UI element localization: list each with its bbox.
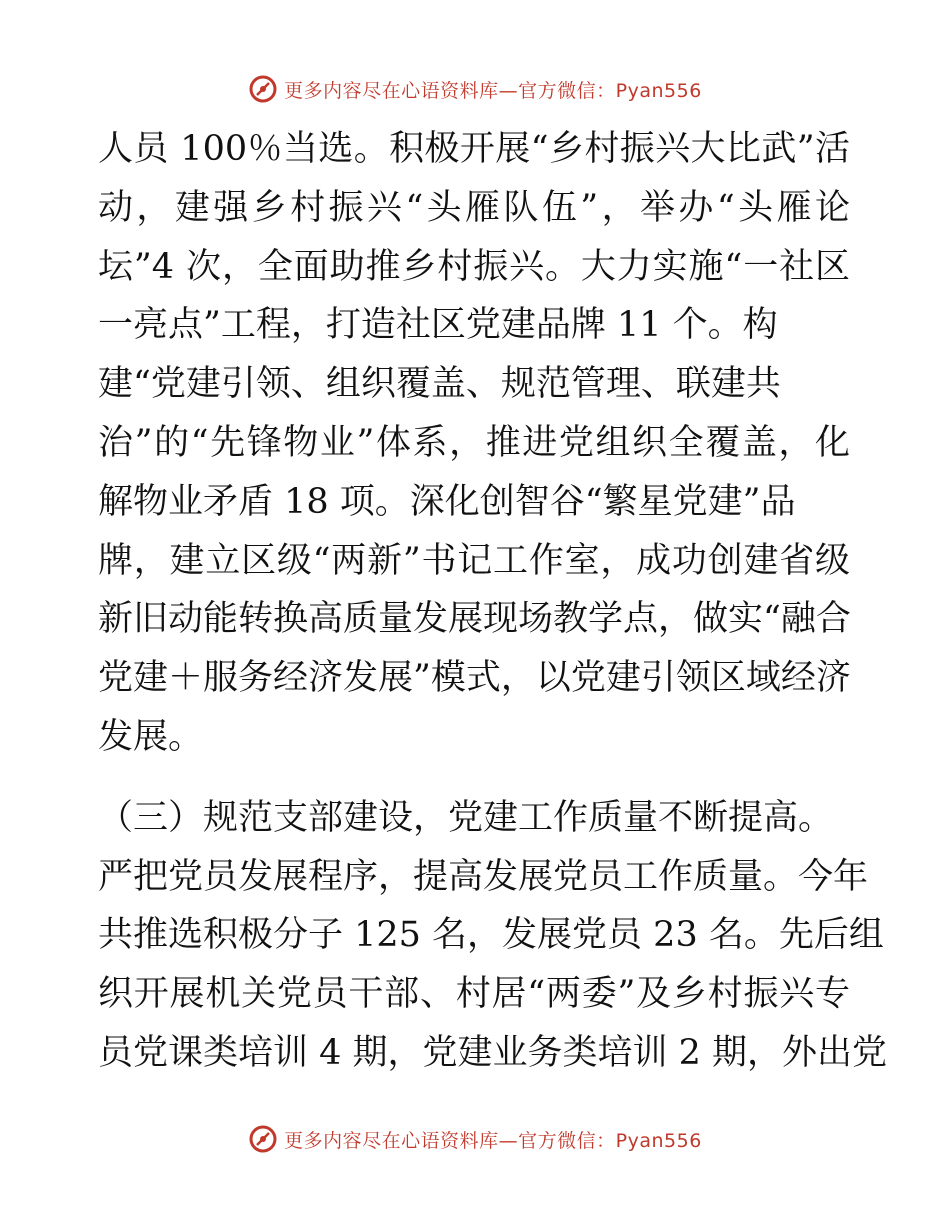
text-line: 严把党员发展程序，提高发展党员工作质量。今年 — [98, 856, 869, 897]
paragraph-1 — [98, 120, 850, 767]
document-body — [98, 120, 888, 1083]
text-line: 一亮点”工程，打造社区党建品牌 11 个。构 — [98, 305, 778, 346]
text-line: 人员 100％当选。积极开展“乡村振兴大比武”活 — [98, 129, 850, 169]
section-heading: （三）规范支部建设，党建工作质量不断提高。 — [98, 797, 834, 838]
text-line: 坛”4 次，全面助推乡村振兴。大力实施“一社区 — [98, 246, 850, 287]
text-line: 员党课类培训 4 期，党建业务类培训 2 期，外出党 — [98, 1032, 888, 1073]
seal-logo-icon — [248, 74, 278, 104]
header-banner — [0, 72, 950, 106]
paragraph-spacer — [98, 767, 850, 789]
text-line: 解物业矛盾 18 项。深化创智谷“繁星党建”品 — [98, 481, 796, 522]
text-line: 治”的“先锋物业”体系，推进党组织全覆盖，化 — [98, 422, 850, 463]
footer-banner — [0, 1122, 950, 1156]
text-line: 新旧动能转换高质量发展现场教学点，做实“融合 — [98, 599, 851, 640]
text-line: 动，建强乡村振兴“头雁队伍”，举办“头雁论 — [98, 187, 850, 228]
seal-logo-icon — [248, 1124, 278, 1154]
text-line: 建“党建引领、组织覆盖、规范管理、联建共 — [98, 364, 781, 405]
header-banner-text: 更多内容尽在心语资料库—官方微信：Pyan556 — [284, 79, 702, 102]
text-line: 发展。 — [98, 716, 204, 757]
text-line: 党建＋服务经济发展”模式，以党建引领区域经济 — [98, 658, 851, 699]
section-3 — [98, 789, 888, 1083]
text-line: 共推选积极分子 125 名，发展党员 23 名。先后组 — [98, 915, 884, 956]
text-line: 织开展机关党员干部、村居“两委”及乡村振兴专 — [98, 974, 850, 1015]
footer-banner-text: 更多内容尽在心语资料库—官方微信：Pyan556 — [284, 1129, 702, 1152]
text-line: 牌，建立区级“两新”书记工作室，成功创建省级 — [98, 540, 850, 581]
